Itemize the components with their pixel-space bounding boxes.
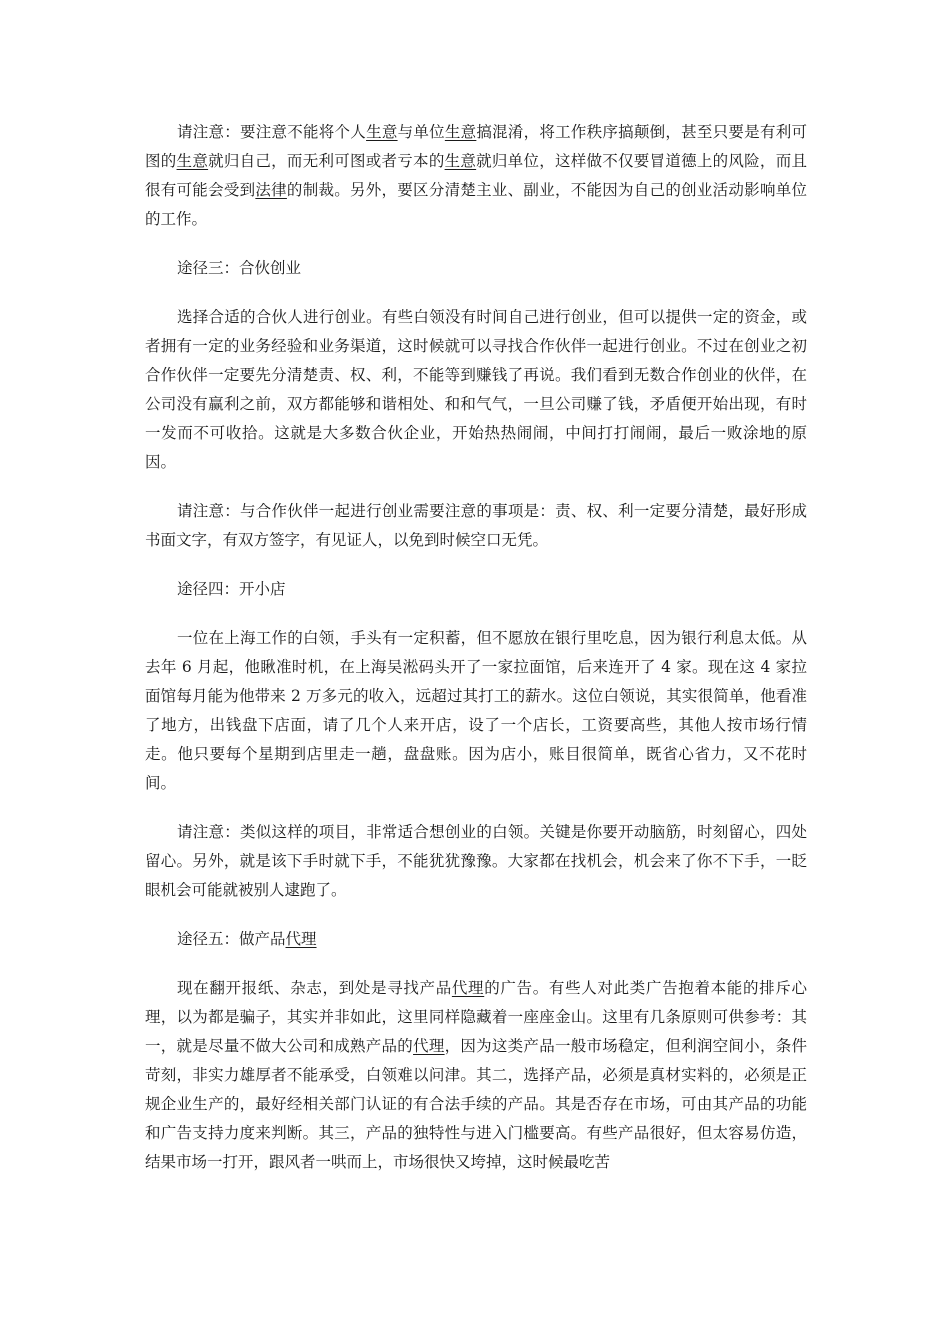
- document-page: [145, 118, 807, 1197]
- body-paragraph: [145, 624, 807, 798]
- text-run: 现在翻开报纸、杂志，到处是寻找产品: [177, 979, 452, 997]
- text-run: 请注意：与合作伙伴一起进行创业需要注意的事项是：责、权、利一定要分清楚，最好形成书面文字，有双方签字，有见证人，以免到时候空口无凭。: [145, 502, 807, 549]
- text-run: 的广告。有些人对此类广告抱着本能的排斥心理，以为都是骗子，其实并非如此，这里同样隐藏着一座座金山。这里有几条原则可供参考：其一，就是尽量不做大公司和成熟产品的: [145, 979, 807, 1055]
- text-run: 与单位: [397, 123, 445, 141]
- text-run: 搞混淆，将工作秩序搞颠倒，甚至只要是有利可图的: [145, 123, 807, 170]
- section-heading: [145, 254, 807, 283]
- inline-link[interactable]: 代理: [451, 979, 485, 997]
- body-paragraph: [145, 818, 807, 905]
- inline-link[interactable]: 生意: [176, 152, 209, 170]
- section-heading: [145, 925, 807, 954]
- section-heading: [145, 575, 807, 604]
- body-paragraph: [145, 974, 807, 1177]
- text-run: 一位在上海工作的白领，手头有一定积蓄，但不愿放在银行里吃息，因为银行利息太低。从去年 6 月起，他瞅准时机，在上海吴淞码头开了一家拉面馆，后来连开了 4 家。现在这 4 家拉面馆每月能为他带来 2 万多元的收入，远超过其打工的薪水。这位白领说，其实很简单，他看准了地方，出钱盘下店面，请了几个人来开店，设了一个店长，工资要高些，其他人按市场行情走。他只要每个星期到店里走一趟，盘盘账。因为店小，账目很简单，既省心省力，又不花时间。: [145, 629, 807, 792]
- text-run: 的制裁。另外，要区分清楚主业、副业，不能因为自己的创业活动影响单位的工作。: [145, 181, 807, 228]
- body-paragraph: [145, 118, 807, 234]
- inline-link[interactable]: 生意: [444, 123, 477, 141]
- text-run: ，因为这类产品一般市场稳定，但利润空间小，条件苛刻，非实力雄厚者不能承受，白领难以问津。其二，选择产品，必须是真材实料的，必须是正规企业生产的，最好经相关部门认证的有合法手续的产品。其是否存在市场，可由其产品的功能和广告支持力度来判断。其三，产品的独特性与进入门槛要高。有些产品很好，但太容易仿造，结果市场一打开，跟风者一哄而上，市场很快又垮掉，这时候最吃苦: [145, 1037, 807, 1171]
- text-run: 选择合适的合伙人进行创业。有些白领没有时间自己进行创业，但可以提供一定的资金，或者拥有一定的业务经验和业务渠道，这时候就可以寻找合作伙伴一起进行创业。不过在创业之初合作伙伴一定要先分清楚责、权、利，不能等到赚钱了再说。我们看到无数合作创业的伙伴，在公司没有赢利之前，双方都能够和谐相处、和和气气，一旦公司赚了钱，矛盾便开始出现，有时一发而不可收拾。这就是大多数合伙企业，开始热热闹闹，中间打打闹闹，最后一败涂地的原因。: [145, 308, 807, 471]
- text-run: 途径三：合伙创业: [177, 259, 302, 277]
- inline-link[interactable]: 生意: [444, 152, 477, 170]
- text-run: 途径四：开小店: [177, 580, 286, 598]
- inline-link[interactable]: 法律: [255, 181, 287, 199]
- body-paragraph: [145, 497, 807, 555]
- text-run: 请注意：要注意不能将个人: [177, 123, 367, 141]
- inline-link[interactable]: 代理: [413, 1037, 445, 1055]
- text-run: 请注意：类似这样的项目，非常适合想创业的白领。关键是你要开动脑筋，时刻留心，四处留心。另外，就是该下手时就下手，不能犹犹豫豫。大家都在找机会，机会来了你不下手，一眨眼机会可能就被别人逮跑了。: [145, 823, 807, 899]
- body-paragraph: [145, 303, 807, 477]
- text-run: 途径五：做产品: [177, 930, 286, 948]
- text-run: 就归单位，这样做不仅要冒道德上的风险，而且很有可能会受到: [145, 152, 807, 199]
- inline-link[interactable]: 生意: [366, 123, 398, 141]
- inline-link[interactable]: 代理: [285, 930, 317, 948]
- text-run: 就归自己，而无利可图或者亏本的: [208, 152, 445, 170]
